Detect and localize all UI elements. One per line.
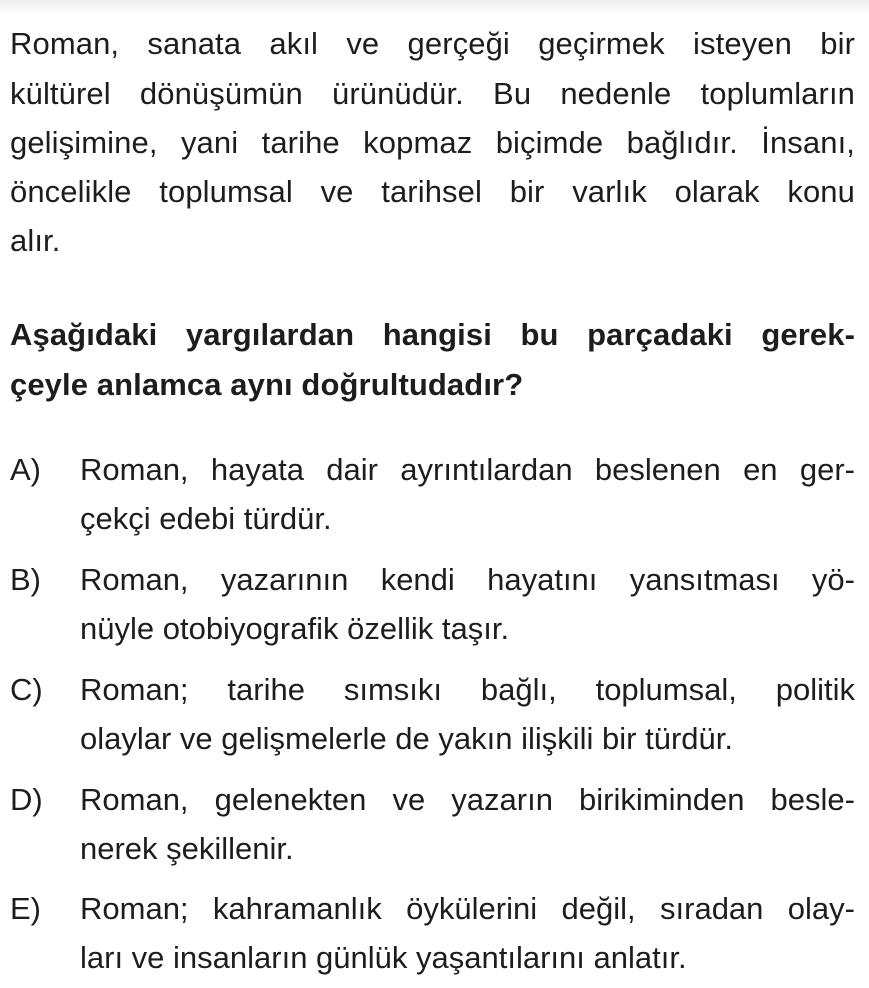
option-text-line: ları ve insanların günlük yaşantılarını anlatır. [80, 940, 687, 975]
option-text-line: çekçi edebi türdür. [80, 501, 332, 536]
passage-line: Roman, sanata akıl ve gerçeği geçirmek isteyen bir [10, 26, 855, 61]
option-letter: E) [10, 891, 41, 926]
option-text-line: Roman, yazarının kendi hayatını yansıtması yö- [80, 562, 855, 597]
page-top-shadow [0, 0, 869, 14]
option-text-line: nüyle otobiyografik özellik taşır. [80, 611, 510, 646]
passage-line: öncelikle toplumsal ve tarihsel bir varlık olarak konu [10, 174, 855, 209]
passage-line: kültürel dönüşümün ürünüdür. Bu nedenle toplumların [10, 76, 855, 111]
option-text-line: Roman; kahramanlık öykülerini değil, sıradan olay- [80, 891, 855, 926]
option-text-line: Roman; tarihe sımsıkı bağlı, toplumsal, politik [80, 672, 855, 707]
option-text-line: Roman, gelenekten ve yazarın birikiminden besle- [80, 782, 855, 817]
option-letter: B) [10, 562, 41, 597]
passage-line: gelişimine, yani tarihe kopmaz biçimde bağlıdır. İnsanı, [10, 125, 855, 160]
passage-line: alır. [10, 223, 61, 258]
question-line: çeyle anlamca aynı doğrultudadır? [10, 367, 524, 402]
option-text-line: Roman, hayata dair ayrıntılardan beslenen en ger- [80, 452, 855, 487]
option-letter: A) [10, 452, 41, 487]
option-text-line: olaylar ve gelişmelerle de yakın ilişkili bir türdür. [80, 721, 733, 756]
question-line: Aşağıdaki yargılardan hangisi bu parçadaki gerek- [10, 317, 855, 352]
option-text-line: nerek şekillenir. [80, 831, 294, 866]
option-letter: D) [10, 782, 43, 817]
option-letter: C) [10, 672, 43, 707]
